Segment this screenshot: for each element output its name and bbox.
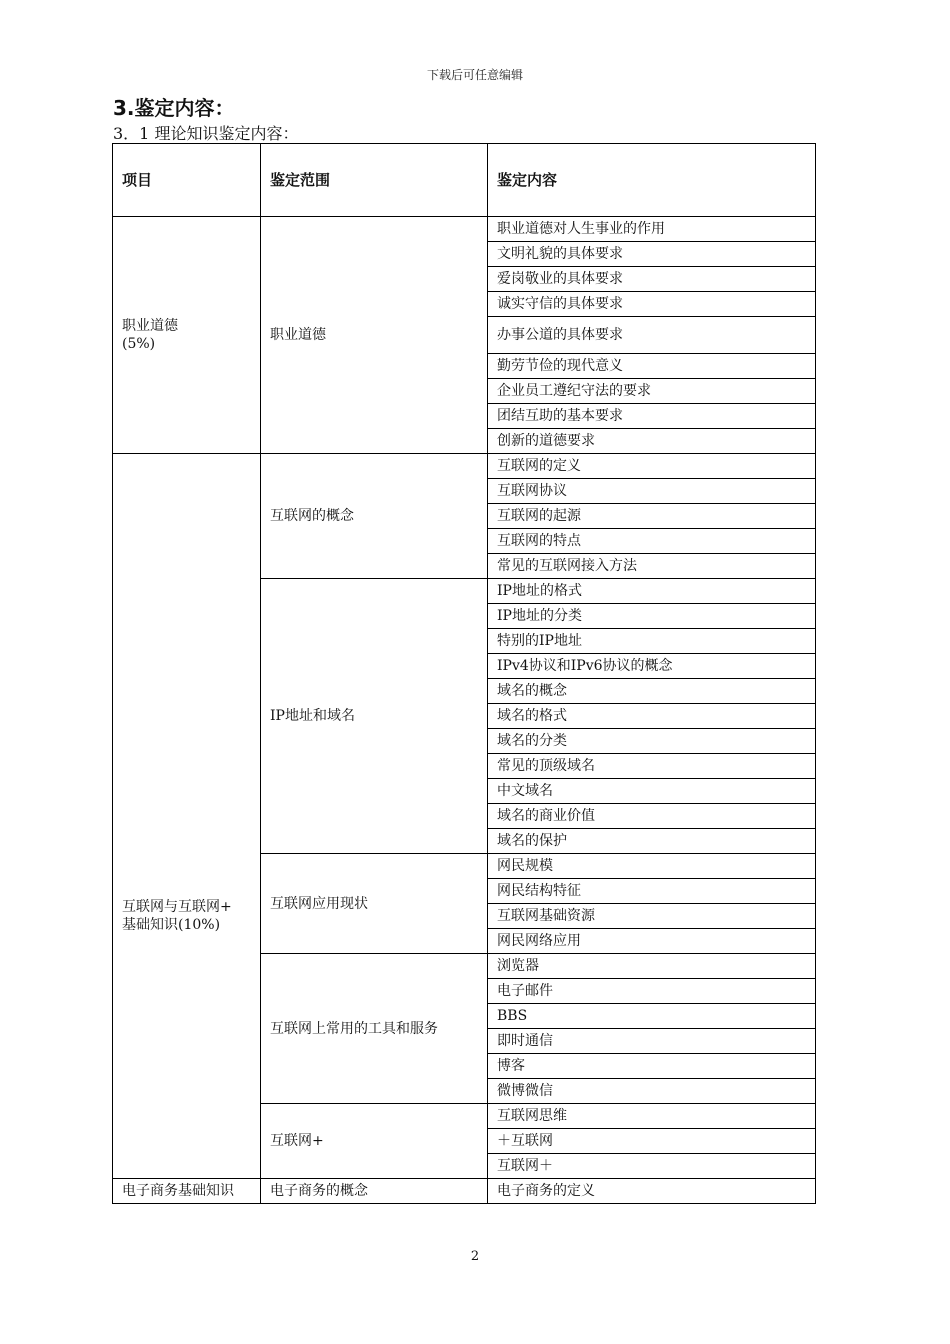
content-cell: 文明礼貌的具体要求: [488, 242, 816, 267]
content-cell: IP地址的格式: [488, 579, 816, 604]
content-cell: 常见的互联网接入方法: [488, 554, 816, 579]
range-cell: 互联网上常用的工具和服务: [261, 954, 488, 1104]
content-cell: 互联网的起源: [488, 504, 816, 529]
content-cell: BBS: [488, 1004, 816, 1029]
content-cell: 博客: [488, 1054, 816, 1079]
content-cell: 勤劳节俭的现代意义: [488, 354, 816, 379]
project-name: 职业道德: [122, 318, 178, 334]
content-cell: IP地址的分类: [488, 604, 816, 629]
content-cell: 微博微信: [488, 1079, 816, 1104]
content-cell: 企业员工遵纪守法的要求: [488, 379, 816, 404]
content-cell: 网民结构特征: [488, 879, 816, 904]
project-cell: [113, 1179, 261, 1204]
header-note: 下载后可任意编辑: [426, 68, 523, 82]
content-cell: 互联网的定义: [488, 454, 816, 479]
content-cell: 办事公道的具体要求: [488, 317, 816, 354]
project-weight: (5%): [122, 336, 156, 352]
table-row: [113, 217, 816, 242]
content-cell: 域名的商业价值: [488, 804, 816, 829]
range-cell: IP地址和域名: [261, 579, 488, 854]
content-cell: 中文域名: [488, 779, 816, 804]
appraisal-table: [112, 143, 816, 1204]
project-cell: [113, 454, 261, 1179]
content-cell: 互联网思维: [488, 1104, 816, 1129]
content-cell: 诚实守信的具体要求: [488, 292, 816, 317]
range-cell: 职业道德: [261, 217, 488, 454]
content-cell: 特别的IP地址: [488, 629, 816, 654]
content-cell: 浏览器: [488, 954, 816, 979]
project-cell: [113, 217, 261, 454]
content-cell: 网民规模: [488, 854, 816, 879]
range-cell: 互联网的概念: [261, 454, 488, 579]
table-row: [113, 454, 816, 479]
content-cell: 域名的格式: [488, 704, 816, 729]
content-cell: 域名的保护: [488, 829, 816, 854]
content-cell: 即时通信: [488, 1029, 816, 1054]
range-cell: 互联网+: [261, 1104, 488, 1179]
header-range: 鉴定范围: [261, 144, 488, 217]
content-cell: 职业道德对人生事业的作用: [488, 217, 816, 242]
content-cell: IPv4协议和IPv6协议的概念: [488, 654, 816, 679]
content-cell: 创新的道德要求: [488, 429, 816, 454]
content-cell: 互联网＋: [488, 1154, 816, 1179]
header-project: 项目: [113, 144, 261, 217]
header-content: 鉴定内容: [488, 144, 816, 217]
project-weight: 基础知识(10%): [122, 917, 221, 933]
range-cell: 电子商务的概念: [261, 1179, 488, 1204]
section-title: 3.鉴定内容：: [113, 96, 235, 120]
table-header-row: [113, 144, 816, 217]
content-cell: 域名的分类: [488, 729, 816, 754]
table-row: [113, 1179, 816, 1204]
content-cell: 电子商务的定义: [488, 1179, 816, 1204]
content-cell: 网民网络应用: [488, 929, 816, 954]
range-cell: 互联网应用现状: [261, 854, 488, 954]
project-name: 电子商务基础知识: [122, 1183, 234, 1199]
content-cell: 互联网协议: [488, 479, 816, 504]
content-cell: 爱岗敬业的具体要求: [488, 267, 816, 292]
page-number: 2: [470, 1249, 480, 1264]
subsection-title: 3．1 理论知识鉴定内容：: [113, 124, 299, 143]
content-cell: 团结互助的基本要求: [488, 404, 816, 429]
content-cell: ＋互联网: [488, 1129, 816, 1154]
content-cell: 电子邮件: [488, 979, 816, 1004]
content-cell: 互联网基础资源: [488, 904, 816, 929]
project-name: 互联网与互联网+: [122, 899, 232, 915]
content-cell: 域名的概念: [488, 679, 816, 704]
content-cell: 常见的顶级域名: [488, 754, 816, 779]
content-cell: 互联网的特点: [488, 529, 816, 554]
